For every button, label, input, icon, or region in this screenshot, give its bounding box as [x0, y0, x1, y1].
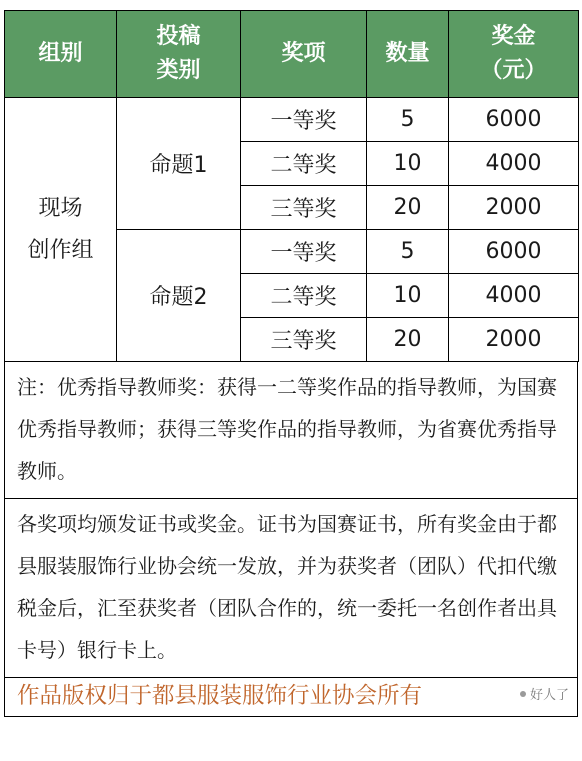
prize-cell: 2000	[449, 186, 579, 230]
prize-distribution-note	[4, 499, 578, 678]
quantity-cell: 5	[367, 98, 449, 142]
awards-table	[4, 10, 579, 362]
quantity-cell: 5	[367, 230, 449, 274]
quantity-cell: 20	[367, 186, 449, 230]
header-prize-line1: 奖金	[491, 24, 536, 49]
header-award: 奖项	[241, 11, 367, 98]
header-prize	[449, 11, 579, 98]
quantity-cell: 10	[367, 274, 449, 318]
award-cell: 一等奖	[241, 98, 367, 142]
prize-cell: 4000	[449, 142, 579, 186]
topic-cell: 命题2	[117, 230, 241, 362]
prize-cell: 6000	[449, 230, 579, 274]
quantity-cell: 10	[367, 142, 449, 186]
table-row	[5, 98, 579, 142]
copyright-text: 作品版权归于都县服装服饰行业协会所有	[17, 683, 423, 709]
header-group: 组别	[5, 11, 117, 98]
table-header-row	[5, 11, 579, 98]
award-cell: 三等奖	[241, 318, 367, 362]
header-category	[117, 11, 241, 98]
topic-cell: 命题1	[117, 98, 241, 230]
prize-cell: 2000	[449, 318, 579, 362]
prize-distribution-note-text: 各奖项均颁发证书或奖金。证书为国赛证书，所有奖金由于都县服装服饰行业协会统一发放，并为获奖者（团队）代扣代缴税金后，汇至获奖者（团队合作的，统一委托一名创作者出具卡号）银行卡上。	[17, 512, 557, 662]
copyright-band	[4, 678, 578, 717]
prize-cell: 6000	[449, 98, 579, 142]
group-name-line2: 创作组	[27, 237, 94, 263]
award-cell: 二等奖	[241, 142, 367, 186]
group-cell	[5, 98, 117, 362]
group-name-line1: 现场	[38, 195, 83, 221]
award-cell: 二等奖	[241, 274, 367, 318]
watermark-dot-icon	[520, 691, 526, 697]
watermark-text: 好人了	[529, 688, 569, 703]
award-cell: 一等奖	[241, 230, 367, 274]
watermark	[520, 684, 569, 703]
header-category-line1: 投稿	[156, 24, 201, 49]
teacher-award-note-text: 注：优秀指导教师奖：获得一二等奖作品的指导教师，为国赛优秀指导教师；获得三等奖作品的指导教师，为省赛优秀指导教师。	[17, 375, 557, 483]
prize-cell: 4000	[449, 274, 579, 318]
award-document	[4, 10, 578, 717]
quantity-cell: 20	[367, 318, 449, 362]
header-quantity: 数量	[367, 11, 449, 98]
header-category-line2: 类别	[156, 58, 201, 83]
header-prize-line2: （元）	[480, 58, 547, 83]
award-cell: 三等奖	[241, 186, 367, 230]
teacher-award-note	[4, 362, 578, 499]
